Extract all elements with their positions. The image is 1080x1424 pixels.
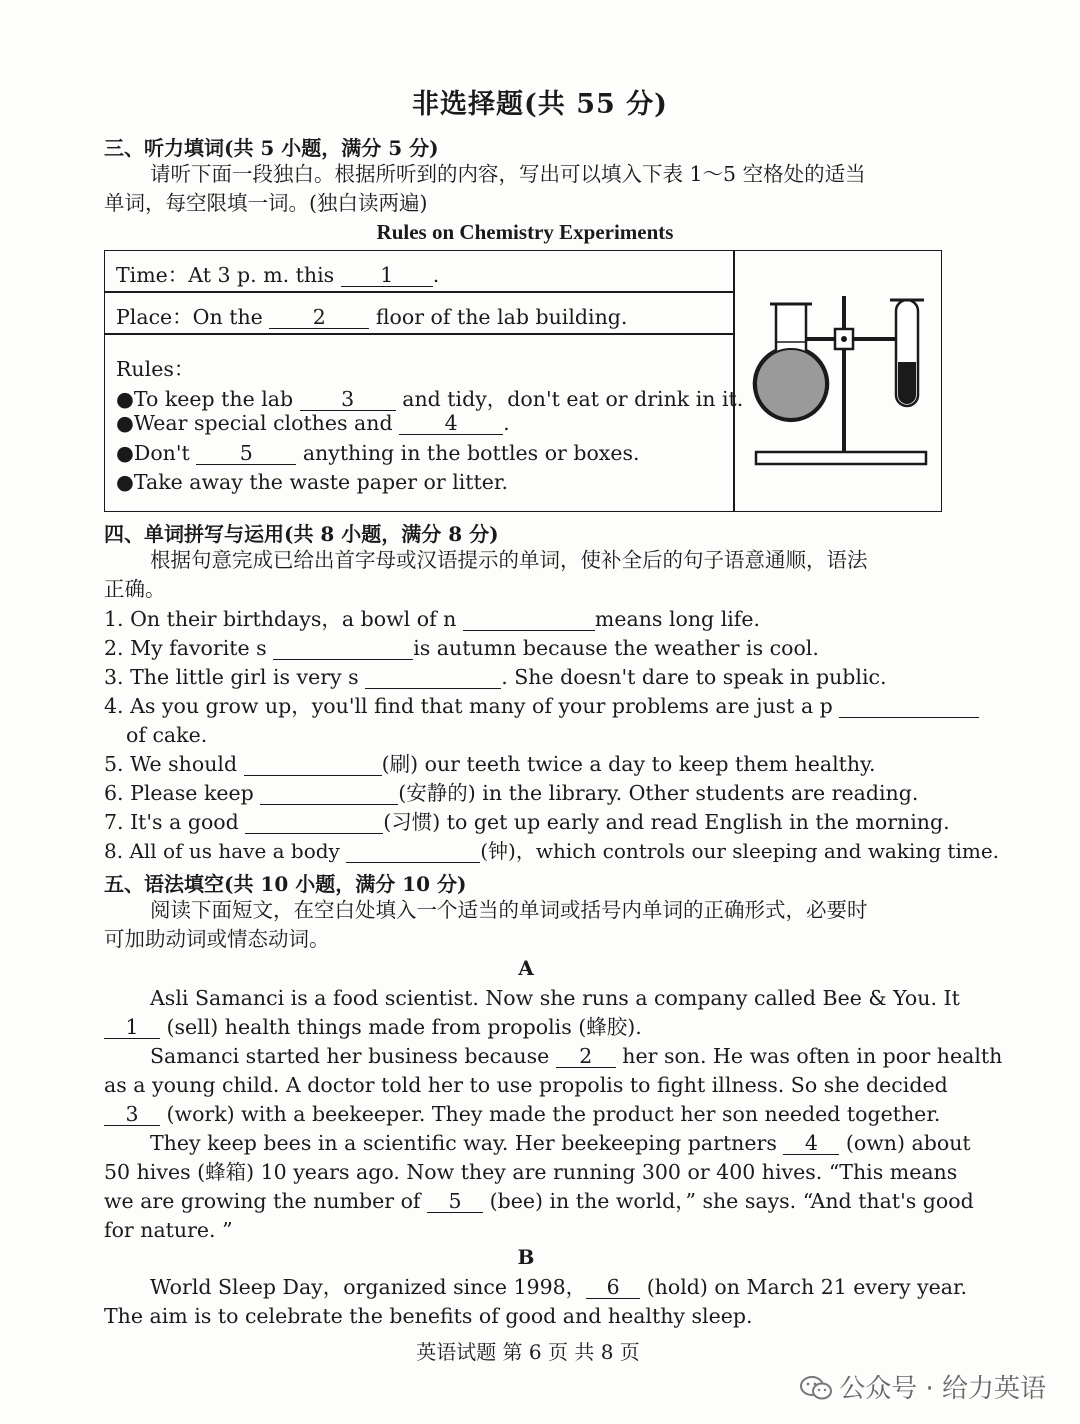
- answer-blank-4[interactable]: [839, 695, 979, 718]
- question-3: [104, 663, 887, 692]
- passage-b-line-1: [150, 1273, 967, 1302]
- passage-a-line-4: as a young child. A doctor told her to use propolis to fight illness. So she decided: [104, 1073, 948, 1097]
- blank-1[interactable]: 1: [341, 264, 433, 287]
- watermark-text: 公众号 · 给力英语: [839, 1374, 1046, 1404]
- question-2-end: is autumn because the weather is cool.: [413, 636, 819, 660]
- answer-blank-1[interactable]: [463, 608, 595, 631]
- passage-a-line-3-end: her son. He was often in poor health: [622, 1044, 1003, 1068]
- rule-2-end: .: [503, 411, 510, 435]
- grammar-blank-6[interactable]: 6: [586, 1276, 640, 1299]
- answer-blank-3[interactable]: [365, 666, 501, 689]
- grammar-blank-4[interactable]: 4: [783, 1132, 839, 1155]
- rule-3-end: anything in the bottles or boxes.: [302, 441, 640, 465]
- rule-1-end: and tidy，don't eat or drink in it.: [402, 387, 744, 411]
- answer-blank-8[interactable]: [346, 840, 480, 863]
- passage-b-label: B: [517, 1245, 535, 1269]
- blank-5[interactable]: 5: [196, 442, 296, 465]
- blank-2[interactable]: 2: [269, 306, 369, 329]
- passage-a-line-2-text: (sell) health things made from propolis (蜂胶).: [166, 1015, 642, 1039]
- answer-blank-5[interactable]: [244, 753, 382, 776]
- time-row: [116, 258, 439, 288]
- question-4: [104, 692, 979, 721]
- watermark: [799, 1368, 1046, 1405]
- answer-blank-7[interactable]: [245, 811, 383, 834]
- answer-blank-6[interactable]: [260, 782, 398, 805]
- question-6-text: 6. Please keep: [104, 781, 254, 805]
- question-2: [104, 634, 819, 663]
- passage-a-line-6: [150, 1129, 971, 1158]
- rule-2: [116, 411, 510, 435]
- answer-blank-2[interactable]: [273, 637, 413, 660]
- passage-a-line-3: [150, 1042, 1002, 1071]
- passage-a-line-1: Asli Samanci is a food scientist. Now she runs a company called Bee & You. It: [150, 986, 960, 1010]
- time-end: .: [432, 263, 440, 287]
- rule-1: [116, 382, 743, 412]
- passage-a-line-5: [104, 1100, 940, 1129]
- section-4-instruction-2: 正确。: [104, 577, 166, 601]
- page-footer: 英语试题 第 6 页 共 8 页: [416, 1340, 640, 1364]
- question-1-text: 1. On their birthdays，a bowl of n: [104, 607, 457, 631]
- question-1: [104, 605, 760, 634]
- table-title: Rules on Chemistry Experiments: [376, 220, 674, 244]
- rule-4: ●Take away the waste paper or litter.: [116, 470, 508, 494]
- question-5: [104, 750, 875, 779]
- table-divider-vertical: [733, 250, 735, 512]
- question-8-end: (钟)，which controls our sleeping and waking time.: [480, 839, 1000, 863]
- table-divider-row-1: [104, 291, 734, 293]
- question-5-text: 5. We should: [104, 752, 238, 776]
- passage-a-line-3-text: Samanci started her business because: [150, 1044, 550, 1068]
- question-7-text: 7. It's a good: [104, 810, 239, 834]
- passage-a-line-6-text: They keep bees in a scientific way. Her beekeeping partners: [150, 1131, 777, 1155]
- section-3-instruction-2: 单词，每空限填一词。(独白读两遍): [104, 191, 428, 215]
- place-end: floor of the lab building.: [375, 305, 628, 329]
- rule-1-text: ●To keep the lab: [116, 387, 294, 411]
- section-5-heading: 五、语法填空(共 10 小题，满分 10 分): [104, 872, 467, 896]
- question-1-end: means long life.: [594, 607, 761, 631]
- place-row: [116, 300, 627, 330]
- blank-4[interactable]: 4: [399, 412, 503, 435]
- passage-a-line-9: for nature. ”: [104, 1218, 233, 1242]
- passage-a-line-2: [104, 1013, 642, 1042]
- rule-3: [116, 441, 640, 465]
- section-5-instruction-2: 可加助动词或情态动词。: [104, 927, 330, 951]
- section-4-heading: 四、单词拼写与运用(共 8 小题，满分 8 分): [104, 522, 499, 546]
- question-4-continuation: of cake.: [126, 723, 208, 747]
- grammar-blank-5[interactable]: 5: [427, 1190, 483, 1213]
- grammar-blank-1[interactable]: 1: [104, 1016, 160, 1039]
- rule-2-text: ●Wear special clothes and: [116, 411, 393, 435]
- passage-a-line-8-text: we are growing the number of: [104, 1189, 421, 1213]
- rule-3-text: ●Don't: [116, 441, 190, 465]
- passage-a-line-8-end: (bee) in the world，” she says. “And that's good: [489, 1189, 974, 1213]
- question-3-end: . She doesn't dare to speak in public.: [501, 665, 887, 689]
- passage-a-line-5-text: (work) with a beekeeper. They made the product her son needed together.: [166, 1102, 941, 1126]
- passage-a-label: A: [518, 956, 534, 980]
- question-8: [104, 837, 999, 866]
- passage-a-line-8: [104, 1187, 974, 1216]
- page-title: 非选择题(共 55 分): [412, 89, 668, 120]
- section-3-heading: 三、听力填词(共 5 小题，满分 5 分): [104, 136, 439, 160]
- wechat-icon: [799, 1375, 833, 1401]
- question-2-text: 2. My favorite s: [104, 636, 267, 660]
- passage-a-line-7: 50 hives (蜂箱) 10 years ago. Now they are running 300 or 400 hives. “This means: [104, 1160, 958, 1184]
- section-4-instruction-1: 根据句意完成已给出首字母或汉语提示的单词，使补全后的句子语意通顺，语法: [150, 548, 868, 572]
- question-4-text: 4. As you grow up，you'll find that many of your problems are just a p: [104, 694, 833, 718]
- section-5-instruction-1: 阅读下面短文，在空白处填入一个适当的单词或括号内单词的正确形式，必要时: [150, 898, 868, 922]
- question-3-text: 3. The little girl is very s: [104, 665, 359, 689]
- section-3-instruction-1: 请听下面一段独白。根据所听到的内容，写出可以填入下表 1～5 空格处的适当: [150, 162, 866, 186]
- table-divider-row-2: [104, 333, 734, 335]
- lab-apparatus-icon: [740, 282, 940, 472]
- question-6: [104, 779, 918, 808]
- passage-b-line-1-text: World Sleep Day，organized since 1998，: [150, 1275, 587, 1299]
- rules-label: Rules：: [116, 357, 195, 381]
- question-7-end: (习惯) to get up early and read English in the morning.: [383, 810, 950, 834]
- grammar-blank-3[interactable]: 3: [104, 1103, 160, 1126]
- time-text: Time：At 3 p. m. this: [116, 263, 335, 287]
- passage-b-line-1-end: (hold) on March 21 every year.: [646, 1275, 968, 1299]
- blank-3[interactable]: 3: [300, 388, 396, 411]
- place-text: Place：On the: [116, 305, 263, 329]
- question-5-end: (刷) our teeth twice a day to keep them healthy.: [381, 752, 876, 776]
- passage-b-line-2: The aim is to celebrate the benefits of good and healthy sleep.: [104, 1304, 753, 1328]
- passage-a-line-6-end: (own) about: [845, 1131, 971, 1155]
- question-7: [104, 808, 950, 837]
- grammar-blank-2[interactable]: 2: [556, 1045, 616, 1068]
- question-6-end: (安静的) in the library. Other students are reading.: [398, 781, 919, 805]
- question-8-text: 8. All of us have a body: [104, 839, 340, 863]
